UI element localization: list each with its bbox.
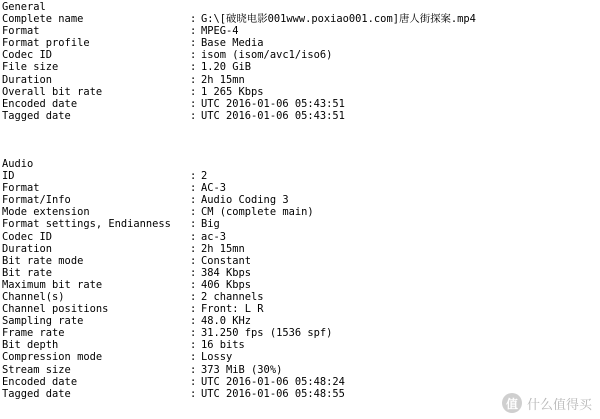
info-value: CM (complete main) — [201, 206, 314, 219]
info-value: UTC 2016-01-06 05:48:55 — [201, 387, 345, 400]
info-value: Constant — [201, 254, 252, 267]
info-value: isom (isom/avc1/iso6) — [201, 49, 333, 62]
info-key: Mode extension — [2, 206, 90, 219]
info-key: Frame rate — [2, 327, 65, 340]
info-key: Format — [2, 25, 40, 38]
mediainfo-text-view — [2, 1, 598, 400]
info-value: 1 265 Kbps — [201, 85, 264, 98]
info-row — [2, 110, 598, 122]
info-value: UTC 2016-01-06 05:48:24 — [201, 375, 345, 388]
info-row — [2, 49, 598, 61]
info-separator: : — [190, 85, 197, 98]
info-row — [2, 182, 598, 194]
info-separator: : — [190, 315, 197, 328]
info-key: File size — [2, 61, 59, 74]
info-separator: : — [190, 61, 197, 74]
info-separator: : — [190, 13, 197, 26]
info-key: Bit rate — [2, 266, 53, 279]
info-separator: : — [190, 25, 197, 38]
info-separator: : — [190, 49, 197, 62]
info-row — [2, 327, 598, 339]
info-value: Lossy — [201, 351, 233, 364]
info-separator: : — [190, 387, 197, 400]
section-title-general: General — [2, 1, 46, 13]
info-separator: : — [190, 363, 197, 376]
info-row — [2, 364, 598, 376]
smzdm-logo-icon: 值 — [502, 393, 522, 413]
info-key: Format settings, Endianness — [2, 218, 171, 231]
info-separator: : — [190, 109, 197, 122]
info-separator: : — [190, 182, 197, 195]
info-value: Audio Coding 3 — [201, 194, 289, 207]
info-separator: : — [190, 170, 197, 183]
info-row — [2, 98, 598, 110]
info-value: 373 MiB (30%) — [201, 363, 283, 376]
info-key: Encoded date — [2, 97, 78, 110]
info-value: 48.0 KHz — [201, 315, 252, 328]
info-key: Compression mode — [2, 351, 103, 364]
info-key: Tagged date — [2, 387, 71, 400]
section-title-audio: Audio — [2, 157, 34, 170]
info-value: 2h 15mn — [201, 73, 245, 86]
info-value: 2 channels — [201, 290, 264, 303]
info-key: Duration — [2, 73, 53, 86]
info-value: Big — [201, 218, 220, 231]
info-key: Channel(s) — [2, 290, 65, 303]
info-row — [2, 243, 598, 255]
info-value: 1.20 GiB — [201, 61, 252, 74]
info-value: UTC 2016-01-06 05:43:51 — [201, 97, 345, 110]
info-value: 31.250 fps (1536 spf) — [201, 327, 333, 340]
info-row — [2, 267, 598, 279]
info-separator: : — [190, 375, 197, 388]
info-separator: : — [190, 303, 197, 316]
info-row — [2, 37, 598, 49]
info-value: ac-3 — [201, 230, 227, 243]
info-value: UTC 2016-01-06 05:43:51 — [201, 109, 345, 122]
watermark-text: 什么值得买 — [526, 397, 592, 413]
info-separator: : — [190, 206, 197, 219]
info-row — [2, 303, 598, 315]
info-value: 406 Kbps — [201, 278, 252, 291]
info-separator: : — [190, 327, 197, 340]
info-row — [2, 206, 598, 218]
info-row — [2, 194, 598, 206]
info-row — [2, 279, 598, 291]
section-gap — [2, 122, 598, 158]
info-key: Stream size — [2, 363, 71, 376]
info-value: AC-3 — [201, 182, 227, 195]
info-separator: : — [190, 278, 197, 291]
info-key: Complete name — [2, 13, 84, 26]
info-key: Maximum bit rate — [2, 278, 103, 291]
info-row — [2, 13, 598, 25]
info-value: 16 bits — [201, 339, 245, 352]
info-key: ID — [2, 170, 15, 183]
info-row — [2, 231, 598, 243]
info-key: Channel positions — [2, 303, 109, 316]
info-row — [2, 61, 598, 73]
info-row — [2, 376, 598, 388]
info-separator: : — [190, 73, 197, 86]
watermark — [502, 393, 592, 413]
info-value: 2 — [201, 170, 208, 183]
info-key: Tagged date — [2, 109, 71, 122]
info-row — [2, 170, 598, 182]
info-value: G:\[破晓电影001www.poxiao001.com]唐人街探案.mp4 — [201, 13, 476, 26]
info-key: Bit depth — [2, 339, 59, 352]
info-row — [2, 291, 598, 303]
info-separator: : — [190, 194, 197, 207]
info-key: Encoded date — [2, 375, 78, 388]
info-separator: : — [190, 97, 197, 110]
info-value: MPEG-4 — [201, 25, 239, 38]
info-row — [2, 218, 598, 230]
info-row — [2, 351, 598, 363]
info-key: Codec ID — [2, 49, 53, 62]
info-separator: : — [190, 37, 197, 50]
info-row — [2, 86, 598, 98]
info-row — [2, 339, 598, 351]
info-separator: : — [190, 339, 197, 352]
info-key: Sampling rate — [2, 315, 84, 328]
info-key: Overall bit rate — [2, 85, 103, 98]
info-key: Bit rate mode — [2, 254, 84, 267]
info-value: Base Media — [201, 37, 264, 50]
info-row — [2, 315, 598, 327]
audio-rows — [2, 170, 598, 400]
info-key: Format — [2, 182, 40, 195]
info-separator: : — [190, 266, 197, 279]
general-rows — [2, 13, 598, 122]
info-row — [2, 74, 598, 86]
info-row — [2, 25, 598, 37]
info-separator: : — [190, 351, 197, 364]
info-key: Duration — [2, 242, 53, 255]
info-key: Format/Info — [2, 194, 71, 207]
info-separator: : — [190, 254, 197, 267]
info-value: 384 Kbps — [201, 266, 252, 279]
info-separator: : — [190, 242, 197, 255]
info-separator: : — [190, 290, 197, 303]
info-separator: : — [190, 218, 197, 231]
info-value: Front: L R — [201, 303, 264, 316]
info-row — [2, 255, 598, 267]
info-key: Format profile — [2, 37, 90, 50]
info-key: Codec ID — [2, 230, 53, 243]
info-value: 2h 15mn — [201, 242, 245, 255]
info-separator: : — [190, 230, 197, 243]
